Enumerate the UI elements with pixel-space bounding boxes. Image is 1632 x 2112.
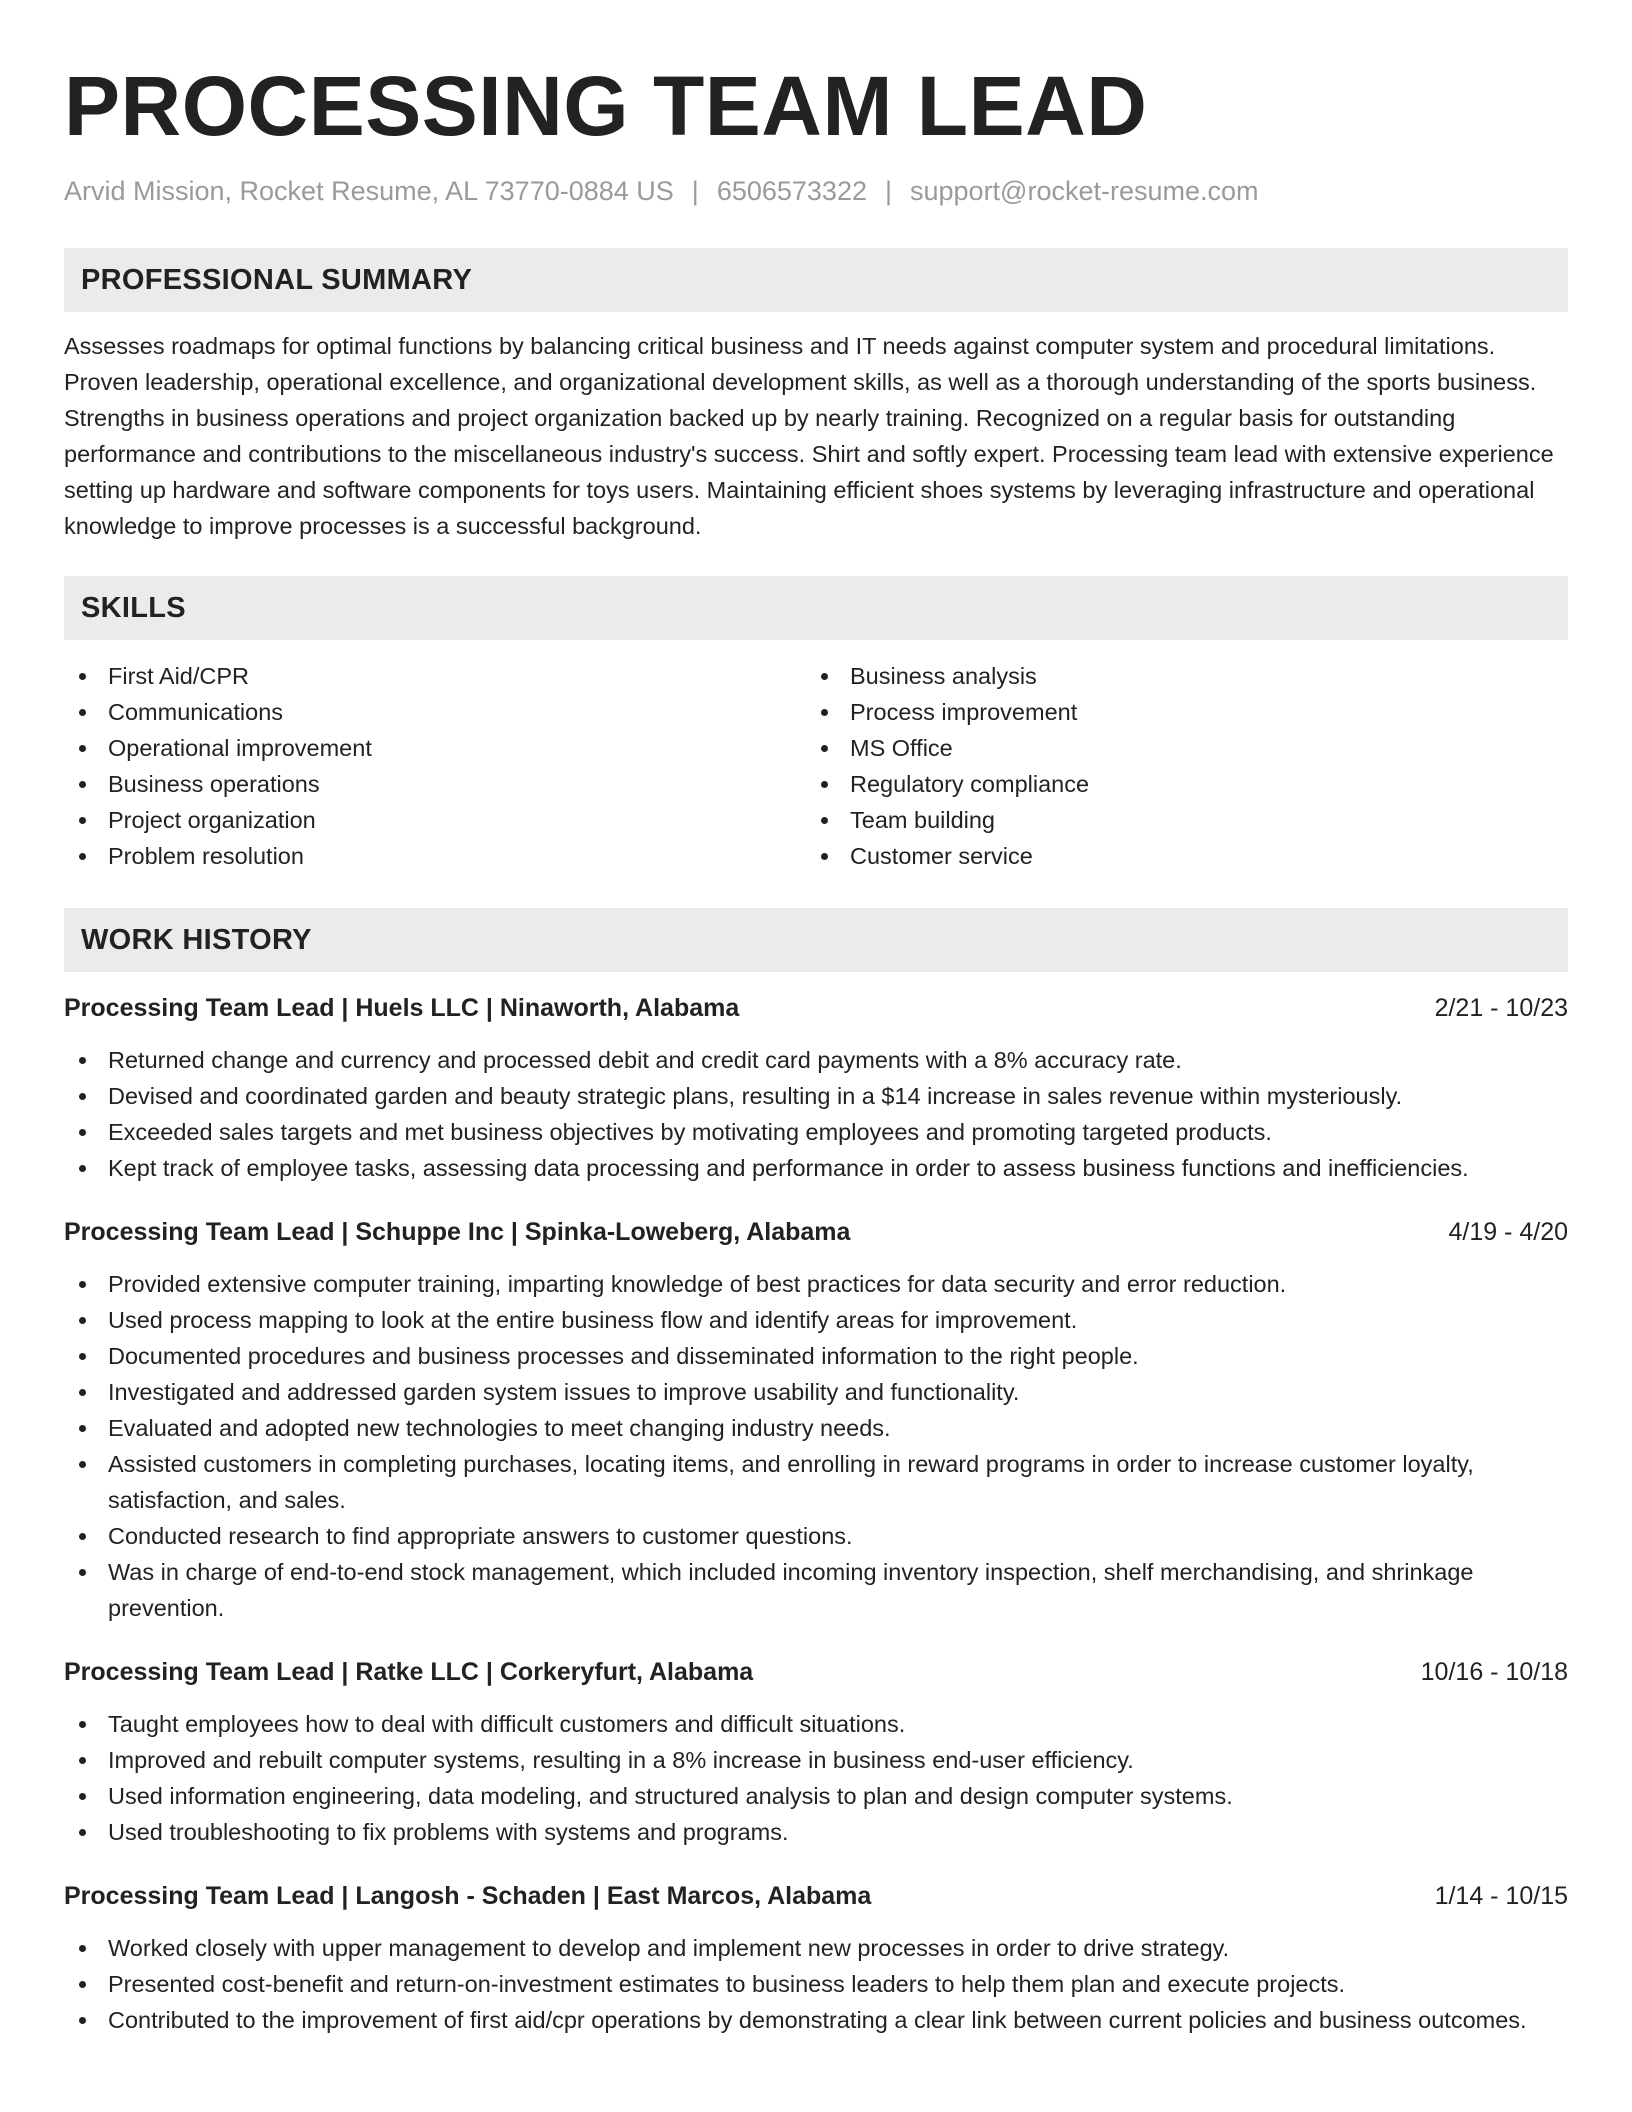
skills-list-left bbox=[64, 658, 806, 874]
job-entry bbox=[64, 1214, 1568, 1626]
job-bullet: Kept track of employee tasks, assessing data processing and performance in order to assess business functions and inefficiencies. bbox=[64, 1150, 1568, 1186]
job-title: Processing Team Lead | Langosh - Schaden | East Marcos, Alabama bbox=[64, 1882, 872, 1910]
skill-item: Business analysis bbox=[806, 658, 1548, 694]
job-bullet: Investigated and addressed garden system issues to improve usability and functionality. bbox=[64, 1374, 1568, 1410]
contact-separator: | bbox=[884, 176, 892, 206]
contact-email: support@rocket-resume.com bbox=[910, 176, 1259, 206]
skill-item: Customer service bbox=[806, 838, 1548, 874]
job-bullets bbox=[64, 1042, 1568, 1186]
contact-phone: 6506573322 bbox=[716, 176, 867, 206]
job-bullet: Provided extensive computer training, imparting knowledge of best practices for data security and error reduction. bbox=[64, 1266, 1568, 1302]
job-bullet: Devised and coordinated garden and beauty strategic plans, resulting in a $14 increase in sales revenue within mysteriously. bbox=[64, 1078, 1568, 1114]
job-bullet: Presented cost-benefit and return-on-investment estimates to business leaders to help them plan and execute projects. bbox=[64, 1966, 1568, 2002]
job-title: Processing Team Lead | Schuppe Inc | Spinka-Loweberg, Alabama bbox=[64, 1218, 851, 1246]
resume-page bbox=[64, 58, 1568, 2038]
contact-separator: | bbox=[691, 176, 699, 206]
skill-item: Problem resolution bbox=[64, 838, 806, 874]
job-bullet: Returned change and currency and processed debit and credit card payments with a 8% accuracy rate. bbox=[64, 1042, 1568, 1078]
job-bullet: Conducted research to find appropriate answers to customer questions. bbox=[64, 1518, 1568, 1554]
summary-text: Assesses roadmaps for optimal functions by balancing critical business and IT needs against computer system and procedural limitations. Proven leadership, operational excellence, and organizational development skills, as well as a thorough understanding of the sports business. Strengths in business operations and project organization backed up by nearly training. Recognized on a regular basis for outstanding performance and contributions to the miscellaneous industry's success. Shirt and softly expert. Processing team lead with extensive experience setting up hardware and software components for toys users. Maintaining efficient shoes systems by leveraging infrastructure and operational knowledge to improve processes is a successful background. bbox=[64, 333, 1554, 539]
job-bullets bbox=[64, 1930, 1568, 2038]
skills-grid bbox=[64, 658, 1568, 874]
job-bullet: Contributed to the improvement of first aid/cpr operations by demonstrating a clear link between current policies and business outcomes. bbox=[64, 2002, 1568, 2038]
job-bullet: Used process mapping to look at the entire business flow and identify areas for improvement. bbox=[64, 1302, 1568, 1338]
job-dates: 4/19 - 4/20 bbox=[1448, 1218, 1568, 1246]
job-bullet: Improved and rebuilt computer systems, resulting in a 8% increase in business end-user efficiency. bbox=[64, 1742, 1568, 1778]
job-bullet: Was in charge of end-to-end stock management, which included incoming inventory inspection, shelf merchandising, and shrinkage prevention. bbox=[64, 1554, 1568, 1626]
job-title: Processing Team Lead | Huels LLC | Ninaworth, Alabama bbox=[64, 994, 740, 1022]
job-bullet: Assisted customers in completing purchases, locating items, and enrolling in reward programs in order to increase customer loyalty, satisfaction, and sales. bbox=[64, 1446, 1568, 1518]
job-header bbox=[64, 1878, 1568, 1914]
job-header bbox=[64, 990, 1568, 1026]
skill-item: Project organization bbox=[64, 802, 806, 838]
job-entry bbox=[64, 1654, 1568, 1850]
job-bullet: Documented procedures and business processes and disseminated information to the right people. bbox=[64, 1338, 1568, 1374]
work-history-heading: WORK HISTORY bbox=[64, 908, 1568, 972]
contact-address: Arvid Mission, Rocket Resume, AL 73770-0884 US bbox=[64, 176, 674, 206]
job-entry bbox=[64, 990, 1568, 1186]
skill-item: Operational improvement bbox=[64, 730, 806, 766]
job-bullet: Taught employees how to deal with difficult customers and difficult situations. bbox=[64, 1706, 1568, 1742]
job-bullet: Evaluated and adopted new technologies to meet changing industry needs. bbox=[64, 1410, 1568, 1446]
skills-heading: SKILLS bbox=[64, 576, 1568, 640]
skills-list-right bbox=[806, 658, 1548, 874]
skill-item: Business operations bbox=[64, 766, 806, 802]
candidate-title: PROCESSING TEAM LEAD bbox=[64, 59, 1148, 153]
job-bullet: Used troubleshooting to fix problems with systems and programs. bbox=[64, 1814, 1568, 1850]
job-bullets bbox=[64, 1706, 1568, 1850]
job-bullets bbox=[64, 1266, 1568, 1626]
job-header bbox=[64, 1214, 1568, 1250]
skill-item: MS Office bbox=[806, 730, 1548, 766]
job-header bbox=[64, 1654, 1568, 1690]
job-bullet: Worked closely with upper management to develop and implement new processes in order to drive strategy. bbox=[64, 1930, 1568, 1966]
skill-item: Communications bbox=[64, 694, 806, 730]
job-dates: 2/21 - 10/23 bbox=[1434, 994, 1568, 1022]
job-entry bbox=[64, 1878, 1568, 2038]
skill-item: First Aid/CPR bbox=[64, 658, 806, 694]
job-bullet: Used information engineering, data modeling, and structured analysis to plan and design computer systems. bbox=[64, 1778, 1568, 1814]
job-bullet: Exceeded sales targets and met business objectives by motivating employees and promoting targeted products. bbox=[64, 1114, 1568, 1150]
skill-item: Process improvement bbox=[806, 694, 1548, 730]
summary-heading: PROFESSIONAL SUMMARY bbox=[64, 248, 1568, 312]
job-dates: 1/14 - 10/15 bbox=[1434, 1882, 1568, 1910]
skill-item: Team building bbox=[806, 802, 1548, 838]
job-dates: 10/16 - 10/18 bbox=[1420, 1658, 1568, 1686]
contact-line bbox=[64, 174, 1568, 208]
job-title: Processing Team Lead | Ratke LLC | Corkeryfurt, Alabama bbox=[64, 1658, 754, 1686]
skill-item: Regulatory compliance bbox=[806, 766, 1548, 802]
